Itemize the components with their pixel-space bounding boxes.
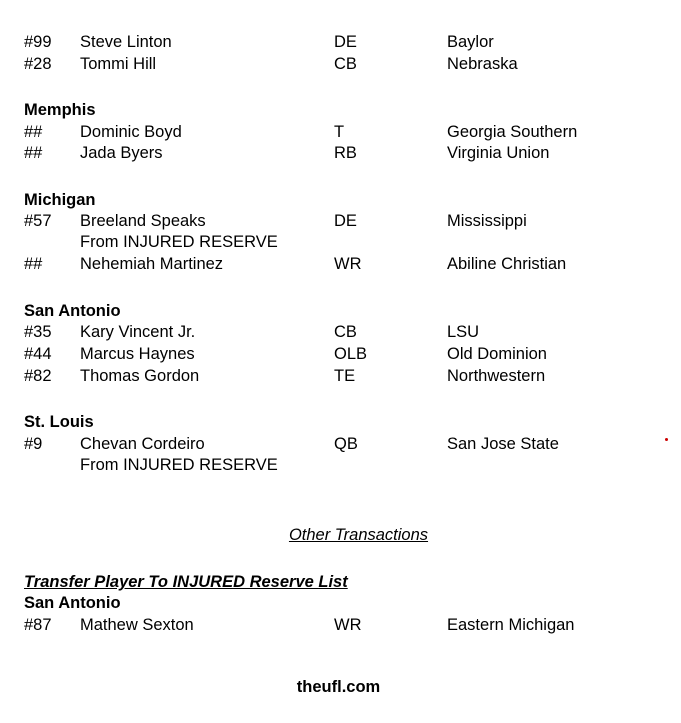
player-position: RB (334, 144, 357, 162)
player-school: Eastern Michigan (447, 616, 575, 634)
player-number: ## (24, 255, 43, 273)
player-position: OLB (334, 345, 368, 363)
injured-reserve-subtitle: Transfer Player To INJURED Reserve List (24, 573, 348, 591)
team-heading-memphis: Memphis (24, 101, 96, 119)
player-position: DE (334, 212, 357, 230)
player-position: WR (334, 255, 362, 273)
player-number: ## (24, 144, 43, 162)
player-name: Chevan Cordeiro (80, 435, 205, 453)
player-position: TE (334, 367, 356, 385)
player-number: #82 (24, 367, 52, 385)
player-position: CB (334, 55, 357, 73)
player-school: Old Dominion (447, 345, 547, 363)
player-name: Jada Byers (80, 144, 163, 162)
player-number: #28 (24, 55, 52, 73)
player-number: #9 (24, 435, 43, 453)
player-name: Breeland Speaks (80, 212, 206, 230)
player-school: Georgia Southern (447, 123, 578, 141)
player-position: CB (334, 323, 357, 341)
player-school: Northwestern (447, 367, 546, 385)
team-heading-san-antonio: San Antonio (24, 302, 121, 320)
player-note: From INJURED RESERVE (80, 456, 278, 474)
player-school: Abiline Christian (447, 255, 567, 273)
player-school: Baylor (447, 33, 494, 51)
player-school: Nebraska (447, 55, 518, 73)
red-dot-mark (665, 438, 668, 441)
player-position: DE (334, 33, 357, 51)
player-school: LSU (447, 323, 480, 341)
player-name: Dominic Boyd (80, 123, 182, 141)
player-number: ## (24, 123, 43, 141)
player-note: From INJURED RESERVE (80, 233, 278, 251)
player-name: Steve Linton (80, 33, 172, 51)
team-heading-st-louis: St. Louis (24, 413, 94, 431)
player-name: Kary Vincent Jr. (80, 323, 196, 341)
player-position: QB (334, 435, 358, 453)
player-number: #87 (24, 616, 52, 634)
player-number: #99 (24, 33, 52, 51)
player-number: #57 (24, 212, 52, 230)
team-heading-michigan: Michigan (24, 191, 96, 209)
other-transactions-title: Other Transactions (288, 526, 429, 544)
player-position: T (334, 123, 345, 141)
player-number: #35 (24, 323, 52, 341)
player-name: Marcus Haynes (80, 345, 195, 363)
player-number: #44 (24, 345, 52, 363)
player-school: Mississippi (447, 212, 527, 230)
player-name: Tommi Hill (80, 55, 157, 73)
player-name: Thomas Gordon (80, 367, 200, 385)
player-name: Nehemiah Martinez (80, 255, 224, 273)
player-name: Mathew Sexton (80, 616, 194, 634)
player-position: WR (334, 616, 362, 634)
footer-site-name: theufl.com (296, 678, 381, 696)
player-school: San Jose State (447, 435, 559, 453)
player-school: Virginia Union (447, 144, 550, 162)
team-heading-san-antonio-ir: San Antonio (24, 594, 121, 612)
